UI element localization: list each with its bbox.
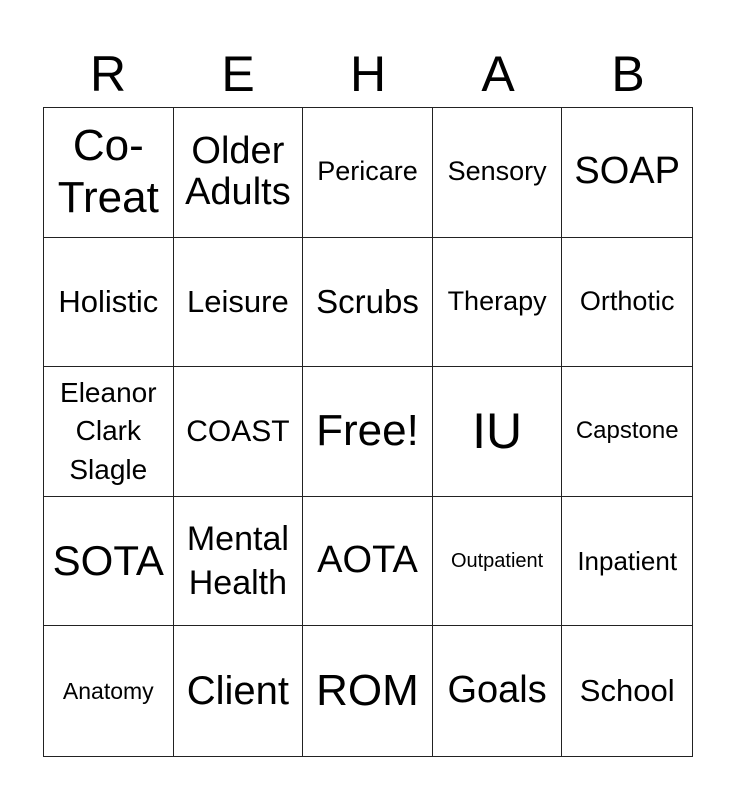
bingo-cell: Older Adults [174, 108, 304, 238]
bingo-cell: SOTA [44, 497, 174, 627]
bingo-cell: Orthotic [562, 238, 692, 368]
header-letter-a: A [481, 46, 515, 102]
bingo-cell: Sensory [433, 108, 563, 238]
bingo-cell: Inpatient [562, 497, 692, 627]
bingo-cell: Capstone [562, 367, 692, 497]
header-letter-r: R [89, 46, 127, 102]
bingo-cell: Pericare [303, 108, 433, 238]
bingo-cell: AOTA [303, 497, 433, 627]
bingo-cell: Co-Treat [44, 108, 174, 238]
bingo-cell: IU [433, 367, 563, 497]
bingo-cell: Free! [303, 367, 433, 497]
bingo-cell: Scrubs [303, 238, 433, 368]
bingo-cell: School [579, 673, 675, 709]
header-letter-b: B [611, 46, 645, 102]
bingo-cell: SOAP [562, 108, 692, 238]
bingo-header [43, 40, 693, 108]
bingo-board [43, 107, 693, 757]
bingo-cell: Leisure [174, 238, 304, 368]
bingo-cell: COAST [174, 367, 304, 497]
bingo-cell: Goals [433, 626, 563, 756]
bingo-cell: ROM [303, 626, 433, 756]
bingo-cell: Anatomy [44, 626, 174, 756]
bingo-cell: Therapy [433, 238, 563, 368]
header-letter-e: E [221, 46, 255, 102]
bingo-cell: Client [174, 626, 304, 756]
bingo-cell: Eleanor Clark Slagle [44, 367, 174, 497]
header-letter-h: H [349, 46, 387, 102]
bingo-cell: Holistic [44, 238, 174, 368]
bingo-cell: Outpatient [433, 497, 563, 627]
bingo-cell: Mental Health [174, 497, 304, 627]
